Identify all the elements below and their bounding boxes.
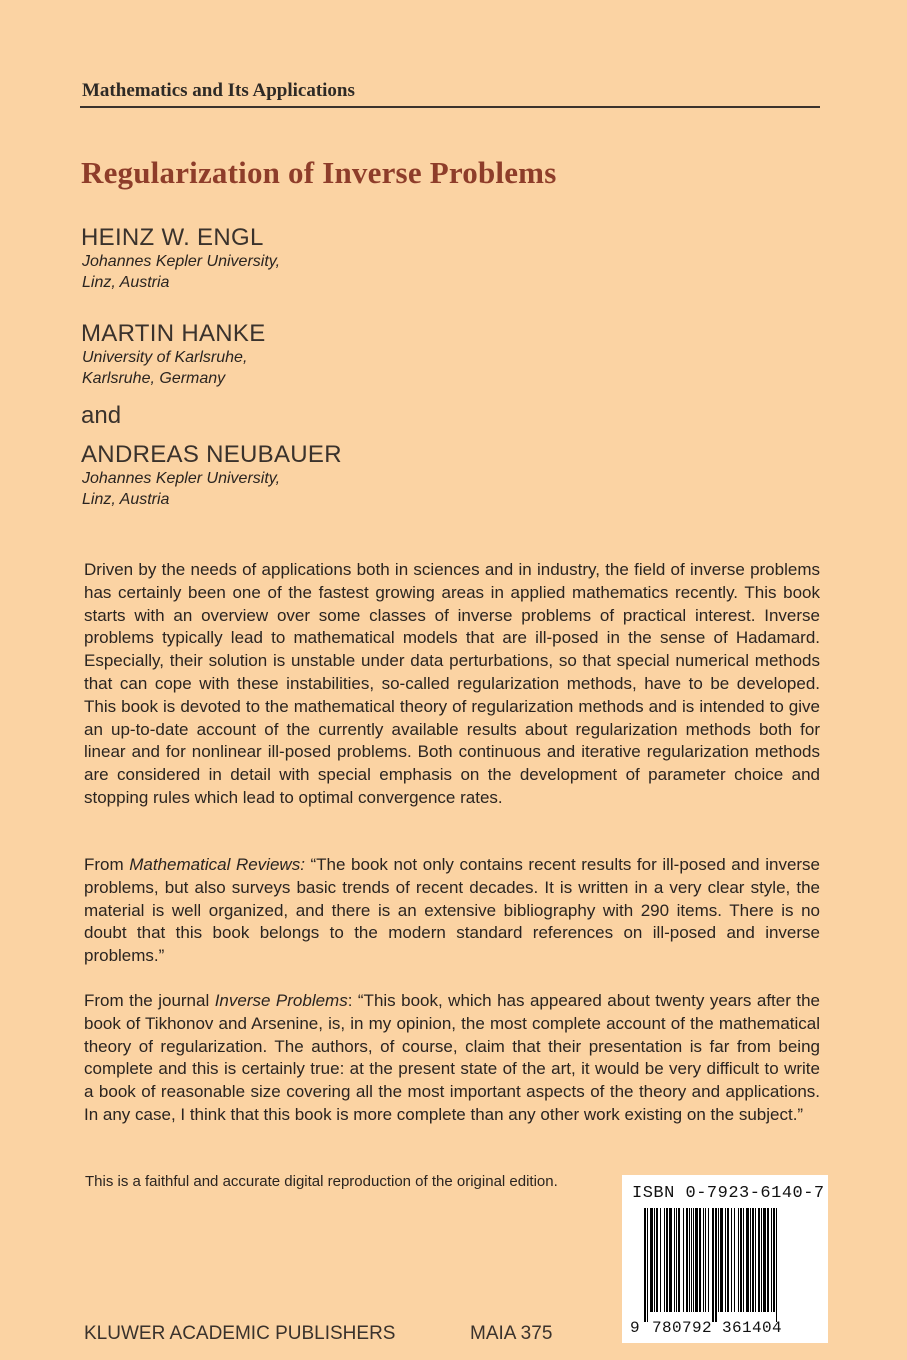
barcode-bar — [767, 1208, 769, 1312]
series-code: MAIA 375 — [470, 1323, 553, 1344]
barcode-bar — [750, 1208, 751, 1312]
isbn-barcode-box — [622, 1175, 828, 1343]
barcode-bar — [656, 1208, 658, 1312]
publisher-name: KLUWER ACADEMIC PUBLISHERS — [84, 1323, 396, 1344]
barcode-bar — [763, 1208, 766, 1312]
barcode-bar — [703, 1208, 704, 1312]
barcode-bar — [691, 1208, 692, 1312]
barcode-bar — [683, 1208, 684, 1312]
book-title: Regularization of Inverse Problems — [81, 155, 557, 190]
barcode-bar — [715, 1208, 717, 1322]
barcode-bar — [705, 1208, 706, 1312]
barcode-bar — [746, 1208, 749, 1312]
barcode-bar — [654, 1208, 655, 1312]
barcode-bar — [755, 1208, 756, 1312]
barcode-bar — [678, 1208, 680, 1312]
series-divider — [80, 106, 820, 108]
barcode-bar — [699, 1208, 701, 1312]
isbn-number: ISBN 0-7923-6140-7 — [632, 1184, 825, 1203]
barcode-bar — [727, 1208, 729, 1312]
book-description: Driven by the needs of applications both in sciences and in industry, the field of inverse problems has certainly been one of the fastest growing areas in applied mathematics recently. This book starts with an overview over some classes of inverse problems of practical interest. Inverse problems typically lead to mathematical models that are ill-posed in the sense of Hadamard. Especially, their solution is unstable under data perturbations, so that special numerical methods that can cope with these instabilities, so-called regularization methods, have to be developed. This book is devoted to the mathematical theory of regularization methods and is intended to give an up-to-date account of the currently available results about regularization methods both for linear and for nonlinear ill-posed problems. Both continuous and iterative regularization methods are considered in detail with special emphasis on the development of parameter choice and stopping rules which lead to optimal convergence rates. — [84, 560, 820, 807]
barcode-bar — [740, 1208, 742, 1312]
review-mathematical-reviews: From Mathematical Reviews: “The book not only contains recent results for ill-posed and inverse problems, but also surveys basic trends of recent decades. It is written in a very clear style, the material is well organized, and there is an extensive bibliography with 290 items. There is no doubt that this book belongs to the modern standard references on ill-posed and inverse problems.” — [84, 855, 821, 966]
barcode-bar — [644, 1208, 646, 1322]
barcode-bar — [752, 1208, 754, 1312]
barcode-bar — [761, 1208, 762, 1312]
review-source-2: Inverse Problems — [214, 991, 348, 1010]
review-inverse-problems: From the journal Inverse Problems: “This book, which has appeared about twenty years after the book of Tikhonov and Arsenine, is, in my opinion, the most complete account of the mathematical theory of regularization. The authors, of course, claim that their presentation is far from being complete and this is certainly true: at the present state of the art, it would be very difficult to write a book of reasonable size covering all the most important aspects of the theory and applications. In any case, I think that this book is more complete than any other work existing on the subject.” — [84, 991, 820, 1124]
barcode-bar — [676, 1208, 677, 1312]
barcode-graphic — [644, 1208, 816, 1322]
author-name-2: MARTIN HANKE — [81, 320, 266, 347]
and-conjunction: and — [81, 402, 122, 429]
barcode-bar — [666, 1208, 668, 1312]
reproduction-note: This is a faithful and accurate digital reproduction of the original edition. — [85, 1173, 558, 1190]
barcode-bar — [689, 1208, 690, 1312]
barcode-bar — [720, 1208, 723, 1312]
barcode-bar — [743, 1208, 744, 1312]
barcode-bar — [758, 1208, 760, 1312]
barcode-bar — [718, 1208, 719, 1312]
review-source-1: Mathematical Reviews: — [129, 855, 305, 874]
barcode-first-digit: 9 — [630, 1319, 640, 1337]
barcode-bar — [725, 1208, 726, 1312]
barcode-bar — [771, 1208, 772, 1312]
barcode-bar — [776, 1208, 777, 1322]
barcode-bar — [695, 1208, 698, 1312]
series-name: Mathematics and Its Applications — [82, 80, 355, 101]
author-affiliation-1: Johannes Kepler University, Linz, Austria — [82, 253, 281, 291]
barcode-bar — [734, 1208, 735, 1312]
author-name-3: ANDREAS NEUBAUER — [81, 441, 342, 468]
author-affiliation-2: University of Karlsruhe, Karlsruhe, Germany — [82, 349, 248, 387]
barcode-bar — [708, 1208, 709, 1312]
author-name-1: HEINZ W. ENGL — [81, 224, 264, 251]
barcode-bar — [650, 1208, 653, 1312]
barcode-digits: 780792 361404 — [652, 1319, 783, 1337]
barcode-bar — [674, 1208, 675, 1312]
barcode-bar — [669, 1208, 672, 1312]
barcode-bar — [738, 1208, 739, 1312]
barcode-bar — [660, 1208, 661, 1312]
barcode-bar — [773, 1208, 775, 1312]
barcode-bar — [731, 1208, 732, 1312]
barcode-bar — [712, 1208, 714, 1322]
barcode-bar — [693, 1208, 694, 1312]
barcode-bar — [686, 1208, 688, 1312]
barcode-bar — [647, 1208, 648, 1322]
barcode-bar — [664, 1208, 665, 1312]
author-affiliation-3: Johannes Kepler University, Linz, Austria — [82, 470, 281, 508]
